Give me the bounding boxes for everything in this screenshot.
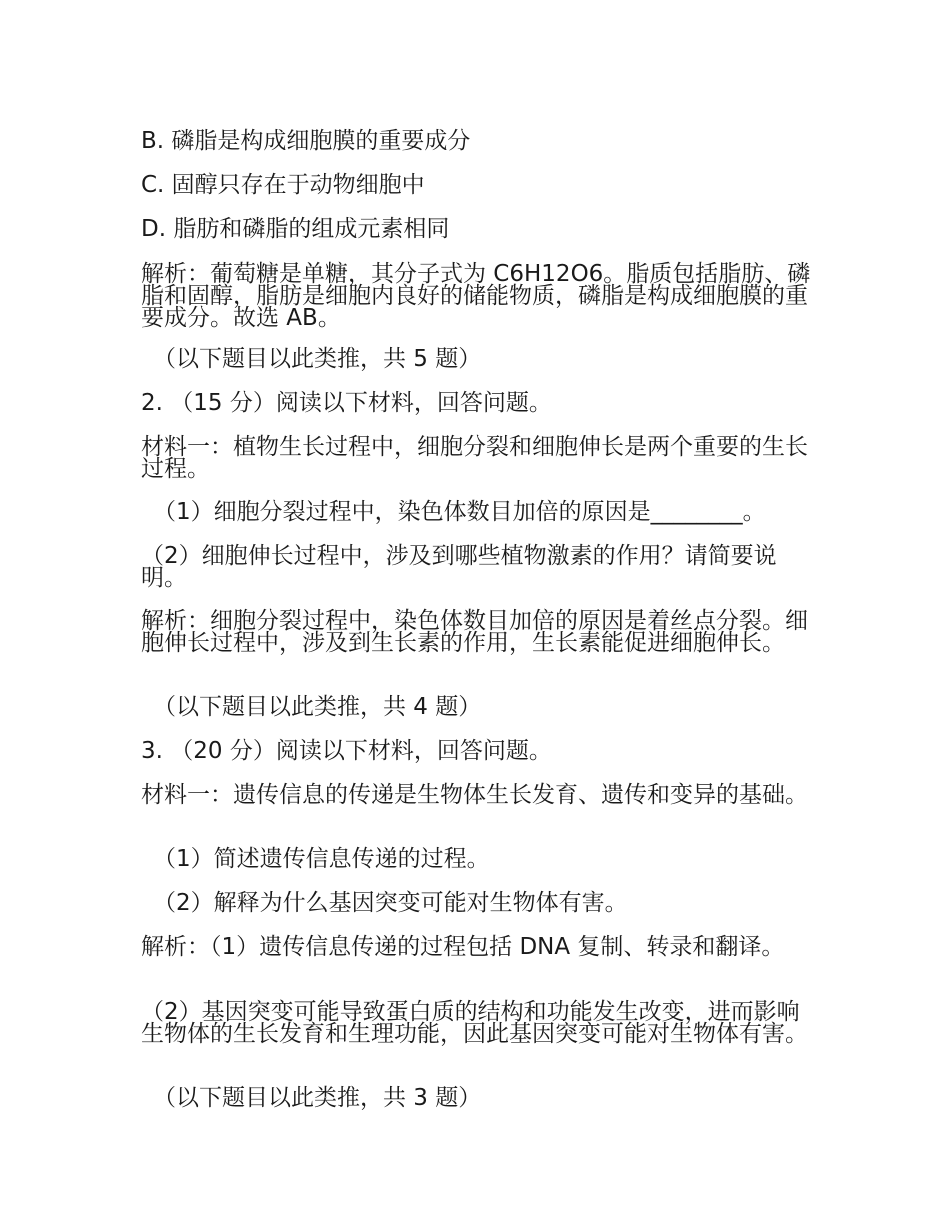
q1-note: （以下题目以此类推，共 5 题） bbox=[153, 346, 482, 372]
q2-subquestion-2: （2）细胞伸长过程中，涉及到哪些植物激素的作用？请简要说明。 bbox=[141, 543, 777, 591]
q3-subquestion-2: （2）解释为什么基因突变可能对生物体有害。 bbox=[153, 890, 628, 916]
q3-material: 材料一：遗传信息的传递是生物体生长发育、遗传和变异的基础。 bbox=[141, 782, 808, 808]
q2-heading: 2. （15 分）阅读以下材料，回答问题。 bbox=[141, 390, 552, 416]
document-page bbox=[141, 0, 813, 1230]
q2-subquestion-1: （1）细胞分裂过程中，染色体数目加倍的原因是________。 bbox=[153, 499, 766, 525]
q2-material: 材料一：植物生长过程中，细胞分裂和细胞伸长是两个重要的生长过程。 bbox=[141, 434, 808, 482]
q1-option-d: D. 脂肪和磷脂的组成元素相同 bbox=[141, 216, 450, 242]
q1-analysis: 解析：葡萄糖是单糖，其分子式为 C6H12O6。脂质包括脂肪、磷脂和固醇，脂肪是细胞内良好的储能物质，磷脂是构成细胞膜的重要成分。故选 AB。 bbox=[141, 261, 811, 331]
q3-note: （以下题目以此类推，共 3 题） bbox=[153, 1085, 482, 1111]
q3-heading: 3. （20 分）阅读以下材料，回答问题。 bbox=[141, 738, 552, 764]
q1-option-c: C. 固醇只存在于动物细胞中 bbox=[141, 172, 425, 198]
q3-analysis-part-1: 解析：（1）遗传信息传递的过程包括 DNA 复制、转录和翻译。 bbox=[141, 934, 785, 960]
q2-analysis: 解析：细胞分裂过程中，染色体数目加倍的原因是着丝点分裂。细胞伸长过程中，涉及到生长素的作用，生长素能促进细胞伸长。 bbox=[141, 608, 808, 656]
q3-analysis-part-2: （2）基因突变可能导致蛋白质的结构和功能发生改变，进而影响生物体的生长发育和生理功能，因此基因突变可能对生物体有害。 bbox=[141, 999, 808, 1047]
q2-note: （以下题目以此类推，共 4 题） bbox=[153, 694, 482, 720]
q1-option-b: B. 磷脂是构成细胞膜的重要成分 bbox=[141, 128, 471, 154]
q3-subquestion-1: （1）简述遗传信息传递的过程。 bbox=[153, 846, 490, 872]
